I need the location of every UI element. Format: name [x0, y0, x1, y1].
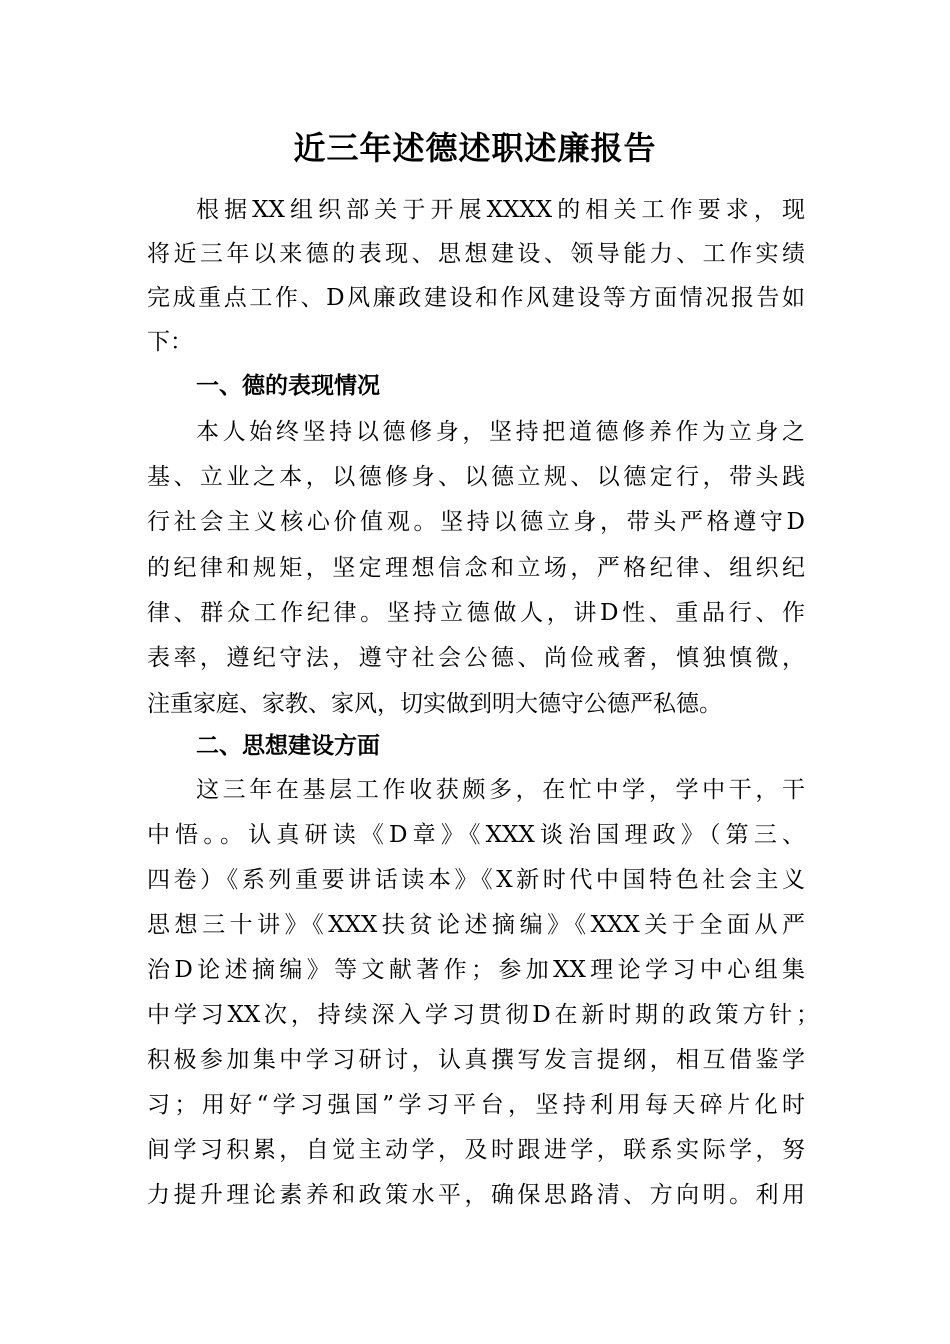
paragraph-line: 力提升理论素养和政策水平，确保思路清、方向明。利用	[147, 1182, 805, 1208]
paragraph-line: 这三年在基层工作收获颇多，在忙中学，学中干，干	[196, 777, 805, 803]
paragraph-line: 本人始终坚持以德修身，坚持把道德修养作为立身之	[196, 419, 805, 445]
paragraph-line: 思想三十讲》《XXX扶贫论述摘编》《XXX关于全面从严	[147, 912, 805, 938]
paragraph-line: 行社会主义核心价值观。坚持以德立身，带头严格遵守D	[147, 509, 805, 535]
paragraph-line: 下：	[147, 329, 193, 355]
section-heading: 一、德的表现情况	[196, 373, 380, 399]
section-heading: 二、思想建设方面	[196, 733, 380, 759]
paragraph-line: 的纪律和规矩，坚定理想信念和立场，严格纪律、组织纪	[147, 555, 805, 581]
paragraph-line: 根据XX组织部关于开展XXXX的相关工作要求，现	[196, 197, 805, 223]
paragraph-line: 基、立业之本，以德修身、以德立规、以德定行，带头践	[147, 464, 805, 490]
paragraph-line: 完成重点工作、D风廉政建设和作风建设等方面情况报告如	[147, 285, 805, 311]
paragraph-line: 律、群众工作纪律。坚持立德做人，讲D性、重品行、作	[147, 600, 805, 626]
paragraph-line: 注重家庭、家教、家风，切实做到明大德守公德严私德。	[147, 691, 722, 717]
paragraph-line: 表率，遵纪守法，遵守社会公德、尚俭戒奢，慎独慎微，	[147, 645, 805, 671]
paragraph-line: 将近三年以来德的表现、思想建设、领导能力、工作实绩	[147, 241, 805, 267]
paragraph-line: 积极参加集中学习研讨，认真撰写发言提纲，相互借鉴学	[147, 1047, 805, 1073]
document-title: 近三年述德述职述廉报告	[293, 129, 657, 167]
paragraph-line: 中学习XX次，持续深入学习贯彻D在新时期的政策方针；	[147, 1002, 819, 1028]
paragraph-line: 治D论述摘编》等文献著作；参加XX理论学习中心组集	[147, 957, 805, 983]
paragraph-line: 中悟。。认真研读《D章》《XXX谈治国理政》（第三、	[147, 822, 805, 848]
paragraph-line: 习；用好“学习强国”学习平台，坚持利用每天碎片化时	[147, 1092, 805, 1118]
paragraph-line: 间学习积累，自觉主动学，及时跟进学，联系实际学，努	[147, 1137, 805, 1163]
paragraph-line: 四卷）《系列重要讲话读本》《X新时代中国特色社会主义	[147, 867, 805, 893]
